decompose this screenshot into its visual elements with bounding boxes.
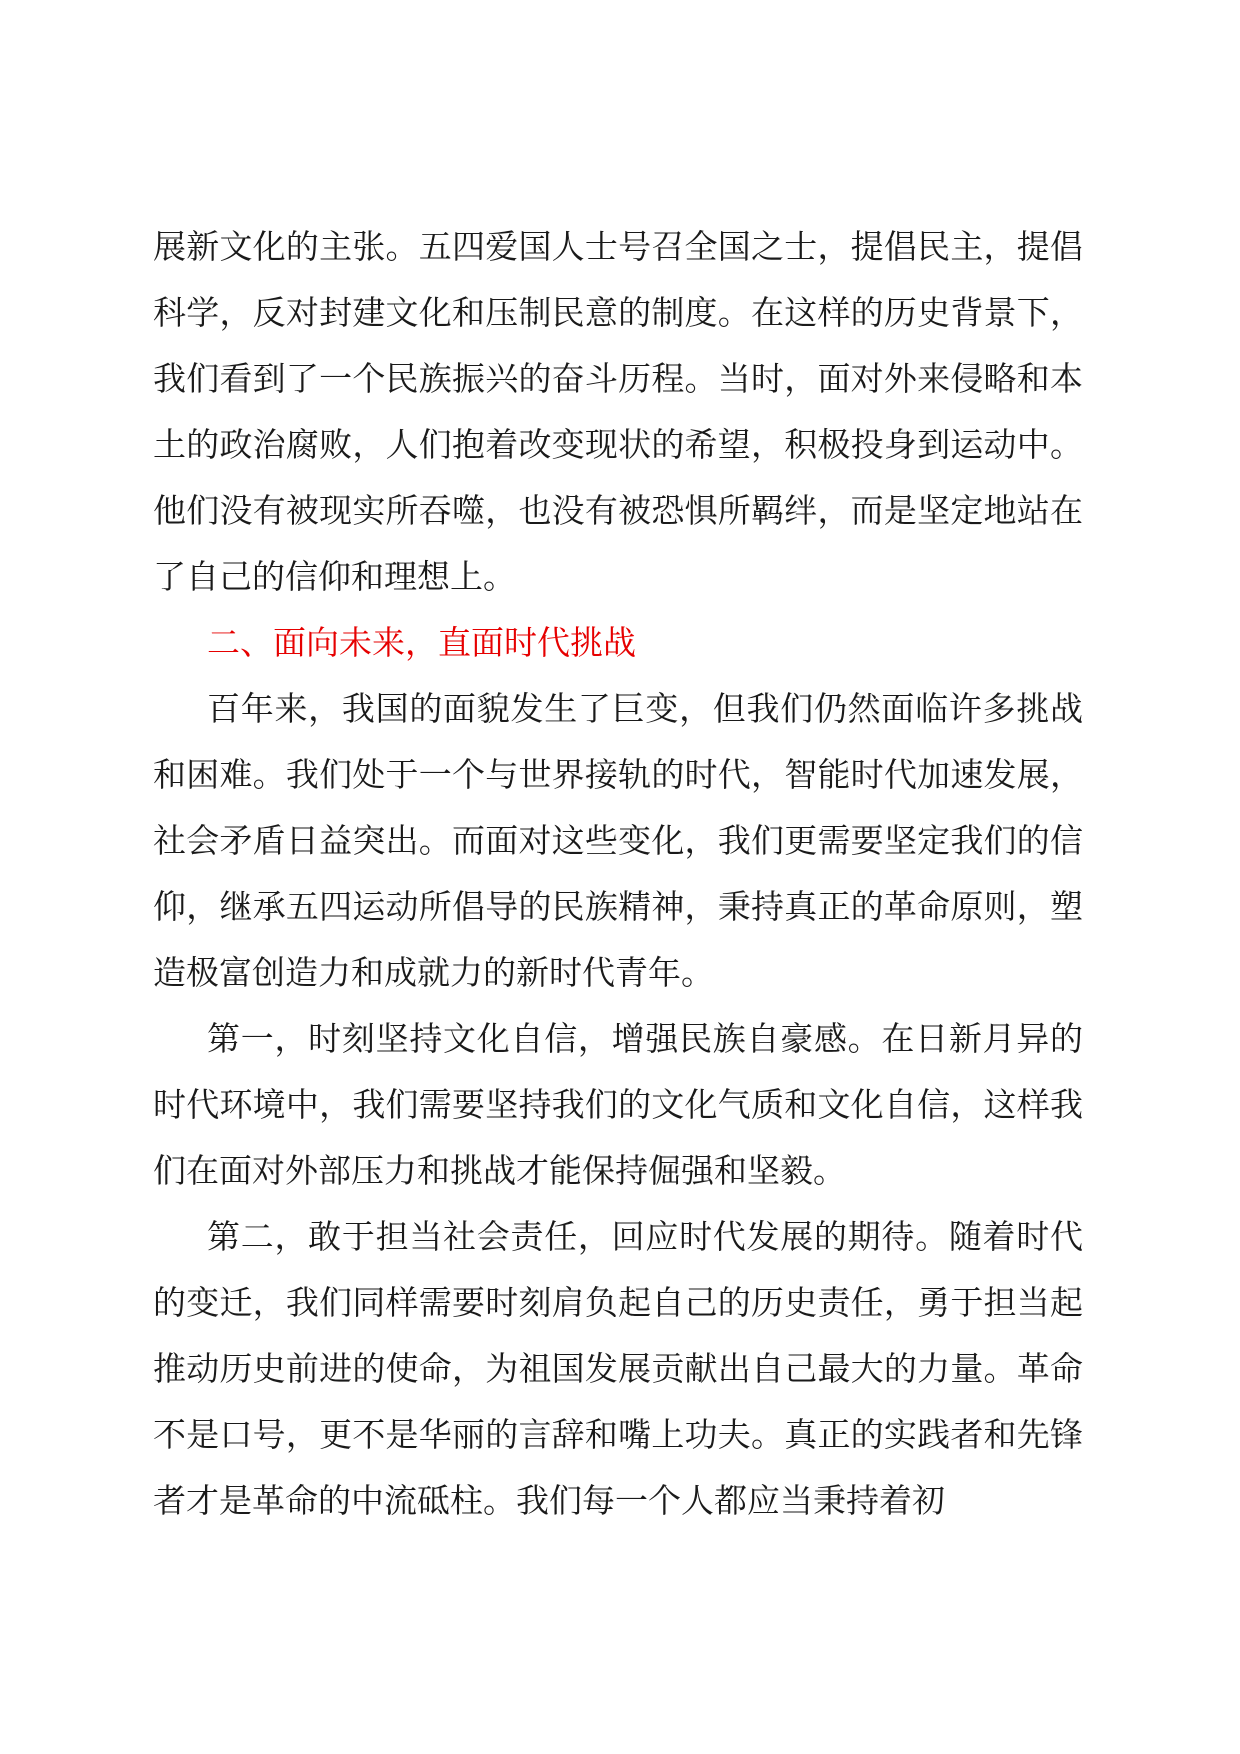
paragraph-4: 第二，敢于担当社会责任，回应时代发展的期待。随着时代的变迁，我们同样需要时刻肩负起自己的历史责任，勇于担当起推动历史前进的使命，为祖国发展贡献出自己最大的力量。革命不是口号，更不是华丽的言辞和嘴上功夫。真正的实践者和先锋者才是革命的中流砥柱。我们每一个人都应当秉持着初 (153, 1217, 1083, 1520)
document-body (153, 214, 1083, 1534)
section-heading: 二、面向未来，直面时代挑战 (207, 623, 636, 662)
paragraph-3: 第一，时刻坚持文化自信，增强民族自豪感。在日新月异的时代环境中，我们需要坚持我们的文化气质和文化自信，这样我们在面对外部压力和挑战才能保持倔强和坚毅。 (153, 1019, 1083, 1190)
paragraph-1: 展新文化的主张。五四爱国人士号召全国之士，提倡民主，提倡科学，反对封建文化和压制民意的制度。在这样的历史背景下，我们看到了一个民族振兴的奋斗历程。当时，面对外来侵略和本土的政治腐败，人们抱着改变现状的希望，积极投身到运动中。他们没有被现实所吞噬，也没有被恐惧所羁绊，而是坚定地站在了自己的信仰和理想上。 (153, 227, 1083, 596)
paragraph-2: 百年来，我国的面貌发生了巨变，但我们仍然面临许多挑战和困难。我们处于一个与世界接轨的时代，智能时代加速发展，社会矛盾日益突出。而面对这些变化，我们更需要坚定我们的信仰，继承五四运动所倡导的民族精神，秉持真正的革命原则，塑造极富创造力和成就力的新时代青年。 (153, 689, 1083, 992)
